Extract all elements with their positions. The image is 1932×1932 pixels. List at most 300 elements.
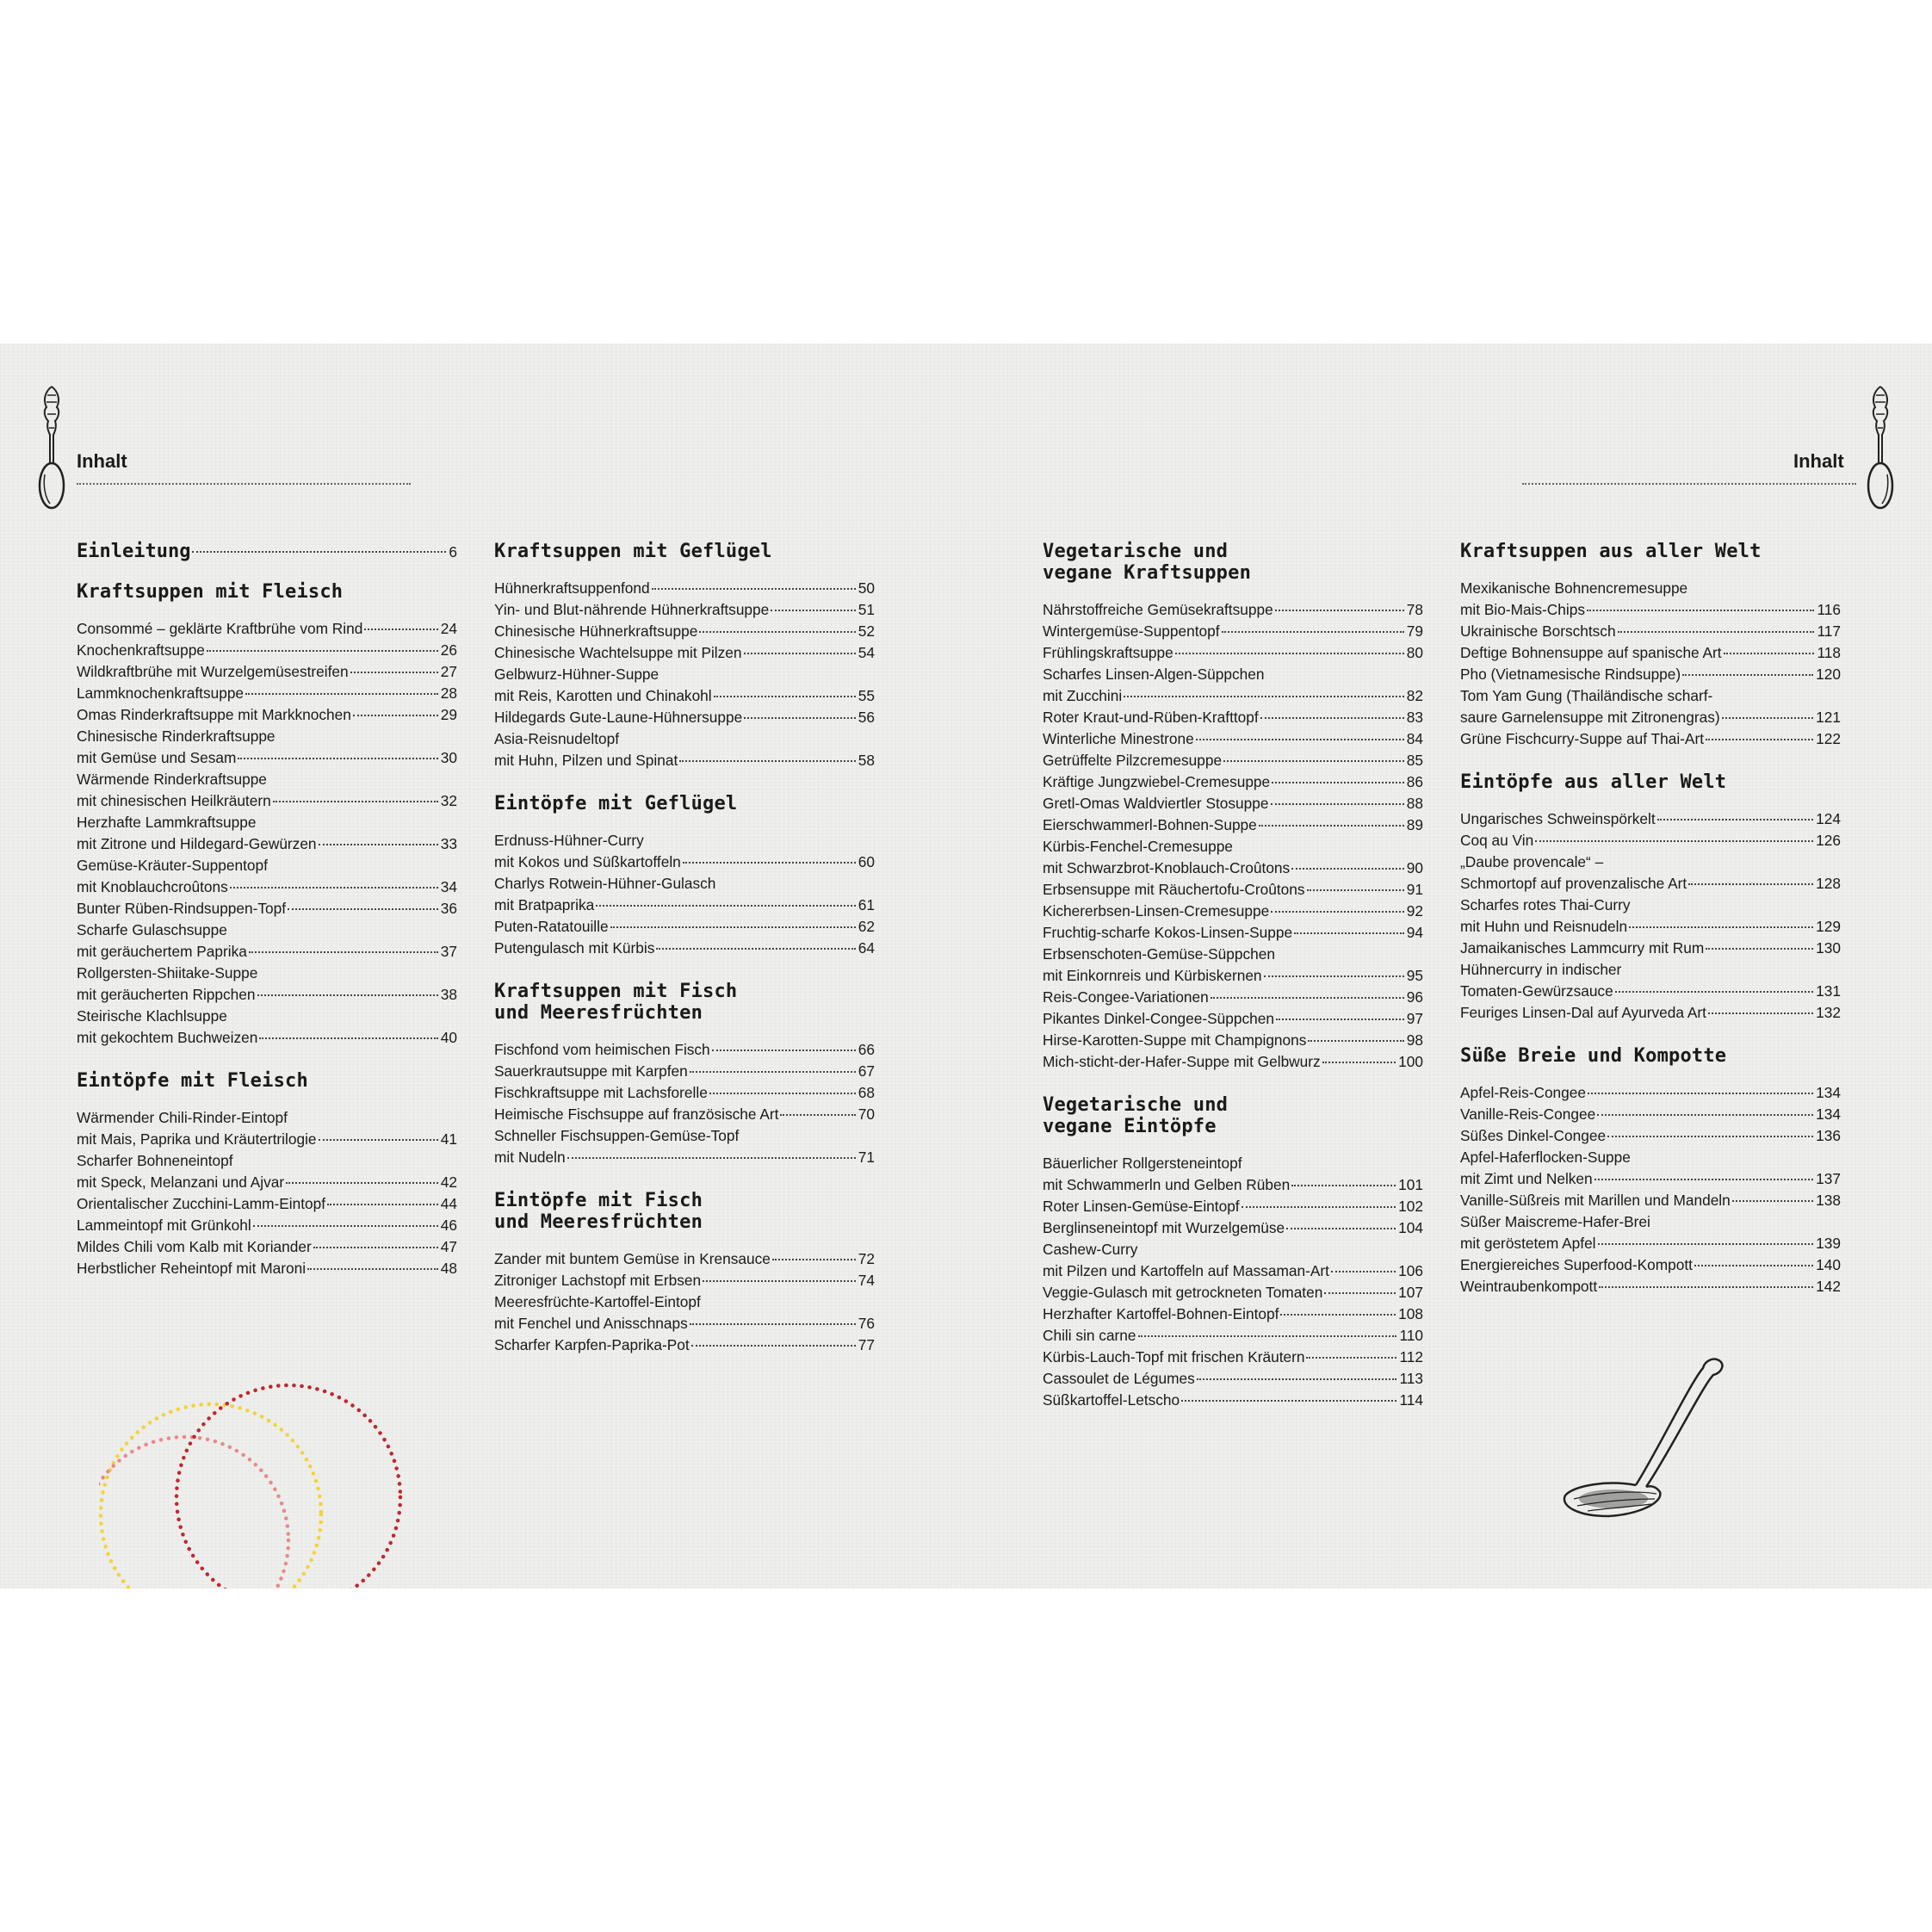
- toc-entry: [77, 1258, 457, 1279]
- toc-entry: [77, 683, 457, 704]
- entry-row: [1460, 1233, 1841, 1254]
- page-number: 91: [1406, 881, 1423, 898]
- entry-title-line: Zitroniger Lachstopf mit Erbsen: [494, 1272, 702, 1289]
- section-heading-line: und Meeresfrüchten: [494, 1211, 703, 1233]
- leader-dots: [744, 717, 856, 719]
- entry-title-line: mit Huhn und Reisnudeln: [1460, 918, 1628, 935]
- page-number: 28: [440, 684, 457, 702]
- page-number: 48: [440, 1260, 457, 1277]
- entry-row: [494, 1039, 875, 1061]
- page-number: 79: [1406, 622, 1423, 640]
- leader-dots: [1706, 739, 1813, 740]
- page-number: 90: [1406, 859, 1423, 876]
- entry-row: [494, 1270, 875, 1291]
- entry-title-line: Hildegards Gute-Laune-Hühnersuppe: [494, 709, 743, 726]
- entry-title-line: Getrüffelte Pilzcremesuppe: [1043, 752, 1223, 769]
- toc-entry: [77, 920, 457, 963]
- entry-row: [494, 642, 875, 664]
- entry-title-line: Energiereiches Superfood-Kompott: [1460, 1256, 1693, 1273]
- entry-title-line: Apfel-Reis-Congee: [1460, 1084, 1587, 1101]
- toc-entry: [77, 1006, 457, 1049]
- toc-entry: [1460, 1125, 1841, 1147]
- page-number: 110: [1399, 1327, 1423, 1344]
- entry-title-line: mit Zimt und Nelken: [1460, 1170, 1593, 1187]
- page-number: 98: [1406, 1031, 1423, 1049]
- section-heading-line: Eintöpfe aus aller Welt: [1460, 771, 1727, 793]
- toc-section: [1460, 1045, 1841, 1297]
- toc-entry: [494, 1248, 875, 1270]
- entry-title-line: Schneller Fischsuppen-Gemüse-Topf: [494, 1127, 740, 1144]
- page-number: 136: [1816, 1127, 1841, 1144]
- entry-row: [77, 1193, 457, 1215]
- entry-title-line: Pho (Vietnamesische Rindsuppe): [1460, 666, 1681, 683]
- leader-dots: [1732, 1200, 1813, 1202]
- page-number: 137: [1816, 1170, 1841, 1187]
- toc-entry: [1043, 1196, 1423, 1217]
- leader-dots: [1181, 1400, 1396, 1402]
- toc-entry: [1043, 793, 1423, 814]
- page-number: 142: [1816, 1278, 1841, 1295]
- toc-entry: [1460, 938, 1841, 959]
- entry-title-line: Omas Rinderkraftsuppe mit Markknochen: [77, 706, 351, 723]
- entry-title-line: Gretl-Omas Waldviertler Stosuppe: [1043, 795, 1269, 812]
- entry-title-line: Bäuerlicher Rollgersteneintopf: [1043, 1155, 1242, 1172]
- entry-title-line: Meeresfrüchte-Kartoffel-Eintopf: [494, 1293, 701, 1310]
- leader-dots: [1175, 653, 1404, 654]
- toc-entry: [1043, 922, 1423, 944]
- entry-row: [494, 1082, 875, 1104]
- section-heading: [494, 1190, 875, 1233]
- section-heading: [77, 581, 457, 603]
- leader-dots: [1306, 1357, 1396, 1359]
- toc-entry: [494, 664, 875, 707]
- leader-dots: [1599, 1286, 1813, 1288]
- page-number: 41: [440, 1130, 457, 1148]
- entry-title-line: Süßkartoffel-Letscho: [1043, 1391, 1180, 1409]
- toc-entry: [1043, 1325, 1423, 1347]
- entry-title-line: Berglinseneintopf mit Wurzelgemüse: [1043, 1219, 1285, 1236]
- entry-row: [494, 578, 875, 599]
- leader-dots: [656, 948, 855, 950]
- section-heading-line: vegane Eintöpfe: [1043, 1116, 1217, 1137]
- entry-title-line: Pikantes Dinkel-Congee-Süppchen: [1043, 1010, 1274, 1027]
- toc-entry: [77, 963, 457, 1006]
- entry-title-line: Winterliche Minestrone: [1043, 730, 1194, 747]
- toc-entry: [1043, 1217, 1423, 1239]
- page-number: 64: [858, 939, 875, 957]
- leader-dots: [567, 1157, 856, 1159]
- page-number: 72: [858, 1250, 875, 1267]
- page-number: 36: [440, 900, 457, 917]
- entry-title-line: Weintraubenkompott: [1460, 1278, 1598, 1295]
- entry-title-line: Consommé – geklärte Kraftbrühe vom Rind: [77, 620, 363, 637]
- leader-dots: [288, 908, 438, 910]
- entry-title-line: Schmortopf auf provenzalische Art: [1460, 875, 1687, 892]
- page-number: 77: [858, 1336, 875, 1353]
- entry-title-line: Herzhafte Lammkraftsuppe: [77, 814, 257, 831]
- toc-entry: [1460, 895, 1841, 938]
- entry-row: [1043, 987, 1423, 1008]
- toc-entry: [77, 812, 457, 855]
- page-number: 26: [440, 641, 457, 659]
- page-number: 24: [440, 620, 457, 637]
- toc-entry: [1043, 599, 1423, 621]
- entry-row: [494, 851, 875, 873]
- entry-row: [77, 747, 457, 769]
- entry-title-line: Chinesische Hühnerkraftsuppe: [494, 622, 698, 640]
- entry-title-line: Coq au Vin: [1460, 832, 1534, 849]
- leader-dots: [1587, 610, 1814, 611]
- leader-dots: [652, 588, 856, 590]
- page-number: 124: [1816, 810, 1841, 827]
- entry-title-line: Wärmender Chili-Rinder-Eintopf: [77, 1109, 288, 1126]
- page-number: 74: [858, 1272, 875, 1289]
- entry-row: [1043, 1008, 1423, 1030]
- section-heading-line: vegane Kraftsuppen: [1043, 562, 1252, 584]
- section-heading-line: Kraftsuppen mit Geflügel: [494, 541, 772, 562]
- entry-title-line: Scharfe Gulaschsuppe: [77, 921, 227, 938]
- section-heading-line: Kraftsuppen mit Fleisch: [77, 581, 344, 603]
- section-heading-line: Eintöpfe mit Geflügel: [494, 793, 738, 814]
- entry-title-line: mit Fenchel und Anisschnaps: [494, 1315, 688, 1332]
- leader-dots: [1275, 610, 1404, 611]
- toc-entry: [494, 728, 875, 771]
- entry-title-line: Süßer Maiscreme-Hafer-Brei: [1460, 1213, 1650, 1230]
- page-number: 108: [1398, 1305, 1423, 1322]
- entry-row: [494, 938, 875, 959]
- toc-entry: [1460, 1082, 1841, 1104]
- entry-title-line: Wintergemüse-Suppentopf: [1043, 622, 1220, 640]
- page-number: 129: [1816, 918, 1841, 935]
- entry-title-line: mit Reis, Karotten und Chinakohl: [494, 687, 712, 704]
- toc-entry: [1460, 830, 1841, 851]
- entry-title-line: „Daube provencale“ –: [1460, 853, 1604, 870]
- entry-title-line: Mich-sticht-der-Hafer-Suppe mit Gelbwurz: [1043, 1053, 1321, 1070]
- toc-entry: [494, 830, 875, 873]
- entry-title-line: mit Nudeln: [494, 1149, 566, 1166]
- leader-dots: [714, 696, 856, 697]
- section-heading: [77, 1070, 457, 1092]
- page-number: 97: [1406, 1010, 1423, 1027]
- leader-dots: [596, 905, 856, 907]
- leader-dots: [1722, 717, 1814, 719]
- entry-title-line: Herbstlicher Reheintopf mit Maroni: [77, 1260, 307, 1277]
- toc-entry-einleitung: [77, 541, 457, 562]
- page-number: 30: [440, 749, 457, 766]
- entry-row: [77, 1027, 457, 1049]
- entry-title-line: Asia-Reisnudeltopf: [494, 730, 620, 747]
- toc-entry: [494, 916, 875, 938]
- page-number: 62: [858, 918, 875, 935]
- entry-row: [1460, 916, 1841, 938]
- toc-entry: [1043, 1239, 1423, 1282]
- page-number: 118: [1817, 644, 1841, 661]
- leader-dots: [1286, 1228, 1396, 1229]
- leader-dots: [273, 801, 438, 802]
- entry-title-line: Kichererbsen-Linsen-Cremesuppe: [1043, 902, 1270, 920]
- entry-title-line: Steirische Klachlsuppe: [77, 1007, 227, 1025]
- leader-dots: [1124, 696, 1404, 697]
- leader-dots: [1706, 948, 1813, 950]
- entry-title-line: Scharfer Bohneneintopf: [77, 1152, 233, 1169]
- leader-dots: [712, 1050, 856, 1051]
- toc-entry: [1043, 621, 1423, 642]
- page-number: 50: [858, 579, 875, 597]
- entry-title-line: mit Einkornreis und Kürbiskernen: [1043, 967, 1262, 984]
- page-number: 55: [858, 687, 875, 704]
- entry-title-line: Frühlingskraftsuppe: [1043, 644, 1173, 661]
- toc-entry: [77, 1193, 457, 1215]
- entry-row: [1043, 642, 1423, 664]
- section-heading-line: Süße Breie und Kompotte: [1460, 1045, 1727, 1067]
- leader-dots: [319, 1139, 438, 1141]
- page-number: 46: [440, 1217, 457, 1234]
- entry-row: [77, 833, 457, 855]
- leader-dots: [744, 653, 856, 654]
- toc-entry: [77, 726, 457, 769]
- page-number: 78: [1406, 601, 1423, 618]
- page-number: 29: [440, 706, 457, 723]
- toc-entry: [1460, 642, 1841, 664]
- toc-entry: [1043, 750, 1423, 771]
- entry-row: [1043, 814, 1423, 836]
- entry-title-line: mit Knoblauchcroûtons: [77, 878, 228, 895]
- entry-title-line: Roter Linsen-Gemüse-Eintopf: [1043, 1198, 1240, 1215]
- toc-entry: [77, 1107, 457, 1150]
- section-heading: [1043, 541, 1423, 584]
- entry-title-line: mit Zucchini: [1043, 687, 1123, 704]
- toc-section: [1460, 541, 1841, 750]
- leader-dots: [1724, 653, 1815, 654]
- leader-dots: [1535, 840, 1813, 842]
- section-heading-line: Vegetarische und: [1043, 541, 1229, 562]
- entry-title-line: mit geröstetem Apfel: [1460, 1235, 1596, 1252]
- section-heading: [494, 541, 875, 562]
- page-number: 27: [440, 663, 457, 680]
- page-number: 100: [1398, 1053, 1423, 1070]
- leader-dots: [1308, 1040, 1403, 1042]
- leader-dots: [699, 631, 855, 633]
- entry-row: [77, 640, 457, 661]
- leader-dots: [245, 693, 438, 695]
- page-number: 116: [1817, 601, 1841, 618]
- entry-row: [77, 618, 457, 640]
- page-number: 85: [1406, 752, 1423, 769]
- toc-entry: [77, 1236, 457, 1258]
- toc-column-2: [494, 541, 875, 1378]
- page-number: 37: [440, 943, 457, 960]
- leader-dots: [1607, 1136, 1813, 1137]
- leader-dots: [1694, 1265, 1813, 1266]
- toc-entry: [494, 1270, 875, 1291]
- entry-title-line: Süßes Dinkel-Congee: [1460, 1127, 1607, 1144]
- entry-title-line: mit Schwammerln und Gelben Rüben: [1043, 1176, 1291, 1193]
- toc-entry: [1043, 642, 1423, 664]
- page-number: 88: [1406, 795, 1423, 812]
- entry-title-line: Chinesische Rinderkraftsuppe: [77, 728, 276, 745]
- leader-dots: [1688, 883, 1813, 885]
- toc-entry: [1460, 959, 1841, 1002]
- entry-row: [1043, 793, 1423, 814]
- entry-row: [1043, 1325, 1423, 1347]
- leader-dots: [1597, 1114, 1813, 1116]
- leader-dots: [319, 844, 438, 845]
- leader-dots: [1307, 889, 1404, 891]
- toc-section: [1043, 1094, 1423, 1411]
- entry-row: [494, 750, 875, 771]
- entry-title-line: Cassoulet de Légumes: [1043, 1370, 1195, 1387]
- leader-dots: [771, 610, 856, 611]
- page-number: 40: [440, 1029, 457, 1046]
- entry-title-line: Cashew-Curry: [1043, 1241, 1138, 1258]
- entry-row: [494, 1147, 875, 1168]
- leader-dots: [249, 951, 438, 953]
- spoon-icon: [1861, 385, 1899, 511]
- toc-entry: [1043, 944, 1423, 987]
- toc-column-3: [1043, 541, 1423, 1433]
- page-number: 38: [440, 986, 457, 1003]
- page-number: 130: [1816, 939, 1841, 957]
- entry-title-line: Ukrainische Borschtsch: [1460, 622, 1616, 640]
- toc-entry: [1043, 1051, 1423, 1073]
- leader-dots: [690, 1323, 856, 1325]
- leader-dots: [683, 862, 856, 864]
- leader-dots: [1271, 803, 1404, 805]
- entry-row: [1460, 1082, 1841, 1104]
- entry-row: [1043, 1174, 1423, 1196]
- entry-row: [1460, 664, 1841, 685]
- entry-title-line: Nährstoffreiche Gemüsekraftsuppe: [1043, 601, 1273, 618]
- toc-column-1: [77, 541, 457, 1301]
- page-number: 70: [858, 1105, 875, 1123]
- leader-dots: [192, 551, 446, 553]
- page-number: 32: [440, 792, 457, 809]
- leader-dots: [1242, 1206, 1396, 1208]
- toc-entry: [1043, 1153, 1423, 1196]
- toc-entry: [1460, 1276, 1841, 1297]
- leader-dots: [1595, 1179, 1813, 1180]
- toc-entry: [494, 938, 875, 959]
- toc-entry: [1460, 578, 1841, 621]
- entry-title-line: mit Pilzen und Kartoffeln auf Massaman-Art: [1043, 1262, 1329, 1279]
- page-number: 47: [440, 1238, 457, 1255]
- entry-title-line: saure Garnelensuppe mit Zitronengras): [1460, 709, 1720, 726]
- leader-dots: [353, 715, 438, 716]
- toc-entry: [494, 621, 875, 642]
- entry-row: [1043, 922, 1423, 944]
- page-number: 102: [1398, 1198, 1423, 1215]
- entry-title-line: Reis-Congee-Variationen: [1043, 988, 1209, 1006]
- leader-dots: [1322, 1062, 1396, 1063]
- toc-entry: [1460, 851, 1841, 895]
- entry-title-line: Sauerkrautsuppe mit Karpfen: [494, 1062, 688, 1080]
- entry-row: [1460, 808, 1841, 830]
- leader-dots: [1598, 1243, 1814, 1245]
- page-number: 6: [449, 543, 457, 560]
- entry-title-line: Mildes Chili vom Kalb mit Koriander: [77, 1238, 312, 1255]
- entry-title-line: Tom Yam Gung (Thailändische scharf-: [1460, 687, 1713, 704]
- toc-entry: [1043, 771, 1423, 793]
- entry-row: [1460, 599, 1841, 621]
- page-number: 33: [440, 835, 457, 852]
- toc-entry: [1460, 728, 1841, 750]
- leader-dots: [1272, 782, 1404, 783]
- entry-title-line: Wärmende Rinderkraftsuppe: [77, 771, 267, 788]
- leader-dots: [1291, 1185, 1396, 1186]
- page-number: 94: [1406, 924, 1423, 941]
- entry-title-line: Ungarisches Schweinspörkelt: [1460, 810, 1656, 827]
- page-number: 139: [1816, 1235, 1841, 1252]
- entry-row: [494, 1313, 875, 1334]
- entry-title-line: mit geräucherten Rippchen: [77, 986, 256, 1003]
- toc-section: [494, 1190, 875, 1356]
- page-number: 66: [858, 1041, 875, 1058]
- entry-title-line: Chili sin carne: [1043, 1327, 1136, 1344]
- toc-entry: [1043, 1008, 1423, 1030]
- leader-dots: [1271, 911, 1404, 913]
- entry-title-line: mit Bio-Mais-Chips: [1460, 601, 1585, 618]
- entry-title-line: Lammknochenkraftsuppe: [77, 684, 245, 702]
- entry-row: [1460, 981, 1841, 1002]
- entry-row: [1043, 599, 1423, 621]
- leader-dots: [1629, 926, 1813, 928]
- entry-title-line: Rollgersten-Shiitake-Suppe: [77, 964, 258, 981]
- leader-dots: [1197, 1378, 1397, 1380]
- entry-title-line: Kräftige Jungzwiebel-Cremesuppe: [1043, 773, 1271, 790]
- toc-section: [77, 1070, 457, 1279]
- dotted-circles-decoration: [99, 1325, 426, 1588]
- entry-row: [77, 941, 457, 963]
- page-number: 134: [1816, 1105, 1841, 1123]
- entry-row: [1043, 1368, 1423, 1390]
- toc-entry: [1043, 814, 1423, 836]
- toc-entry: [1460, 1211, 1841, 1254]
- entry-title-line: mit Mais, Paprika und Kräutertrilogie: [77, 1130, 317, 1148]
- entry-title-line: Vanille-Süßreis mit Marillen und Mandeln: [1460, 1192, 1731, 1209]
- page-number: 101: [1398, 1176, 1423, 1193]
- entry-title-line: Herzhafter Kartoffel-Bohnen-Eintopf: [1043, 1305, 1279, 1322]
- entry-row: [494, 621, 875, 642]
- page-number: 132: [1816, 1004, 1841, 1021]
- leader-dots: [1294, 932, 1404, 934]
- entry-title-line: mit Speck, Melanzani und Ajvar: [77, 1173, 285, 1191]
- section-heading: [1460, 771, 1841, 793]
- section-heading: [1460, 1045, 1841, 1067]
- entry-row: [1460, 1254, 1841, 1276]
- entry-row: [494, 1104, 875, 1125]
- leader-dots: [780, 1114, 855, 1116]
- page-number: 89: [1406, 816, 1423, 833]
- header-divider-right: [1522, 483, 1856, 485]
- toc-entry: [1043, 728, 1423, 750]
- entry-row: [1460, 873, 1841, 895]
- toc-entry: [77, 1150, 457, 1193]
- entry-title-line: Fruchtig-scharfe Kokos-Linsen-Suppe: [1043, 924, 1293, 941]
- leader-dots: [1291, 868, 1404, 870]
- leader-dots: [1657, 819, 1813, 820]
- toc-entry: [1043, 1303, 1423, 1325]
- entry-row: [1043, 1196, 1423, 1217]
- spoon-icon: [33, 385, 71, 511]
- toc-entry: [1043, 879, 1423, 901]
- page-number: 128: [1816, 875, 1841, 892]
- entry-row: [1043, 1390, 1423, 1411]
- book-spread: [0, 344, 1932, 1588]
- entry-title-line: Heimische Fischsuppe auf französische Art: [494, 1105, 779, 1123]
- entry-row: [77, 1215, 457, 1236]
- leader-dots: [1280, 1314, 1396, 1316]
- toc-entry: [1043, 664, 1423, 707]
